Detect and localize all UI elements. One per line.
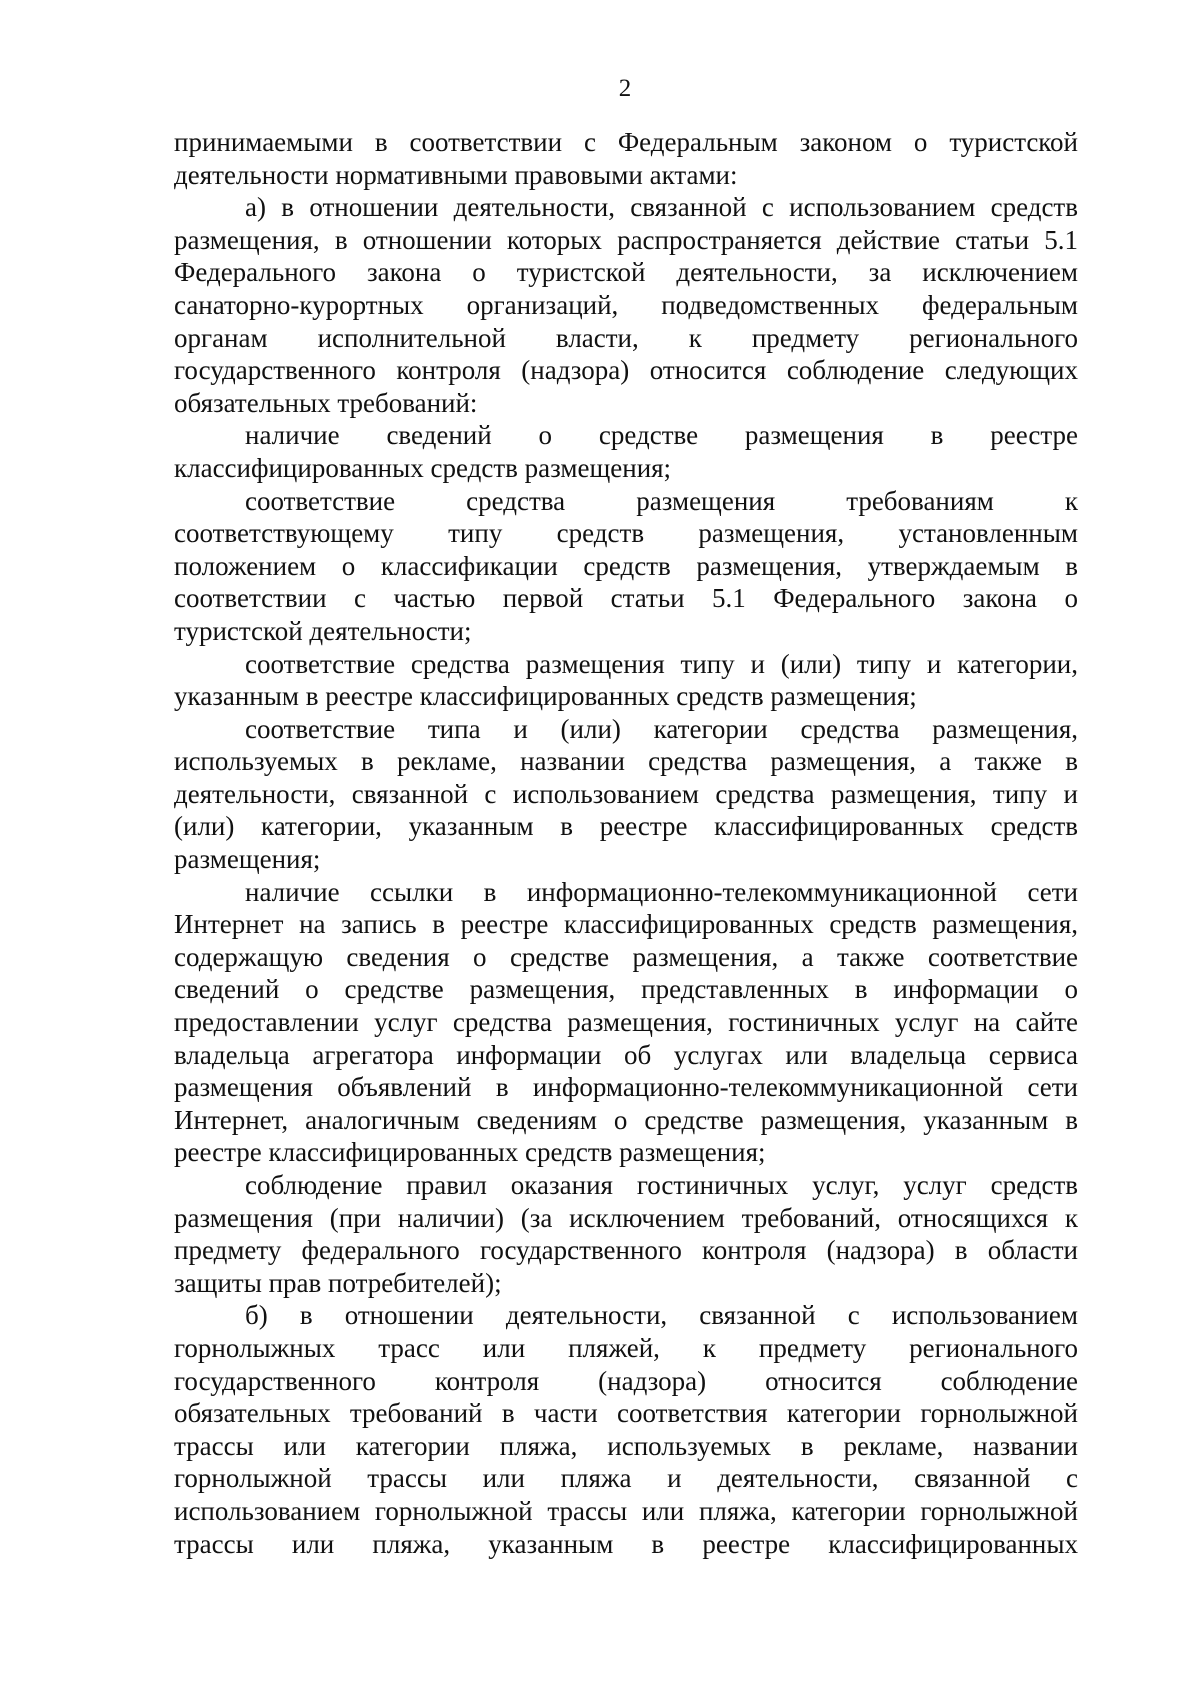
text-line: соответствие типа и (или) категории средства размещения, [245,713,1078,744]
text-line: горнолыжных трасс или пляжей, к предмету регионального [174,1332,1078,1363]
document-body [174,126,1078,1560]
text-line: принимаемыми в соответствии с Федеральным законом о туристской [174,127,1078,157]
text-line: используемых в рекламе, названии средства размещения, а также в [174,746,1078,777]
text-line: Интернет на запись в реестре классифицированных средств размещения, [174,909,1078,940]
text-line: использованием горнолыжной трассы или пляжа, категории горнолыжной [174,1495,1078,1526]
text-line: а) в отношении деятельности, связанной с использованием средств [245,192,1078,223]
text-line: государственного контроля (надзора) относится соблюдение следующих [174,355,1078,386]
text-line: (или) категории, указанным в реестре классифицированных средств [174,811,1078,842]
text-line: классифицированных средств размещения; [174,452,672,483]
text-line: содержащую сведения о средстве размещения, а также соответствие [174,941,1078,972]
text-line: сведений о средстве размещения, представленных в информации о [174,974,1078,1005]
text-line: реестре классифицированных средств размещения; [174,1137,766,1168]
text-line: трассы или пляжа, указанным в реестре классифицированных [174,1528,1078,1559]
page-number: 2 [618,75,632,102]
text-line: государственного контроля (надзора) относится соблюдение [174,1365,1078,1396]
text-line: соблюдение правил оказания гостиничных услуг, услуг средств [245,1170,1078,1200]
text-line: обязательных требований: [174,387,478,418]
text-line: деятельности нормативными правовыми актами: [174,159,738,190]
text-line: наличие сведений о средстве размещения в реестре [245,420,1078,451]
text-line: положением о классификации средств размещения, утверждаемым в [174,550,1078,581]
text-line: трассы или категории пляжа, используемых в рекламе, названии [174,1430,1078,1461]
text-line: размещения объявлений в информационно-телекоммуникационной сети [174,1072,1078,1103]
text-line: наличие ссылки в информационно-телекоммуникационной сети [245,876,1078,907]
text-line: размещения; [174,844,321,875]
text-line: деятельности, связанной с использованием средства размещения, типу и [174,778,1078,809]
text-line: органам исполнительной власти, к предмету регионального [174,322,1078,353]
text-line: соответствующему типу средств размещения, установленным [174,518,1078,549]
text-line: размещения (при наличии) (за исключением требований, относящихся к [174,1202,1078,1233]
text-line: туристской деятельности; [174,615,472,646]
text-line: размещения, в отношении которых распространяется действие статьи 5.1 [174,224,1078,255]
text-line: указанным в реестре классифицированных средств размещения; [174,681,917,712]
text-line: санаторно-курортных организаций, подведомственных федеральным [174,289,1078,320]
text-line: горнолыжной трассы или пляжа и деятельности, связанной с [174,1463,1078,1494]
text-line: предоставлении услуг средства размещения, гостиничных услуг на сайте [174,1007,1078,1038]
text-line: обязательных требований в части соответствия категории горнолыжной [174,1398,1078,1429]
text-line: защиты прав потребителей); [174,1267,502,1298]
text-line: Интернет, аналогичным сведениям о средстве размещения, указанным в [174,1104,1078,1135]
text-line: Федерального закона о туристской деятельности, за исключением [174,257,1078,288]
text-line: б) в отношении деятельности, связанной с использованием [245,1300,1078,1331]
text-line: предмету федерального государственного контроля (надзора) в области [174,1235,1078,1266]
text-line: соответствии с частью первой статьи 5.1 Федерального закона о [174,583,1078,614]
text-line: соответствие средства размещения типу и (или) типу и категории, [245,648,1078,679]
text-line: соответствие средства размещения требованиям к [245,485,1078,516]
text-line: владельца агрегатора информации об услугах или владельца сервиса [174,1039,1078,1070]
